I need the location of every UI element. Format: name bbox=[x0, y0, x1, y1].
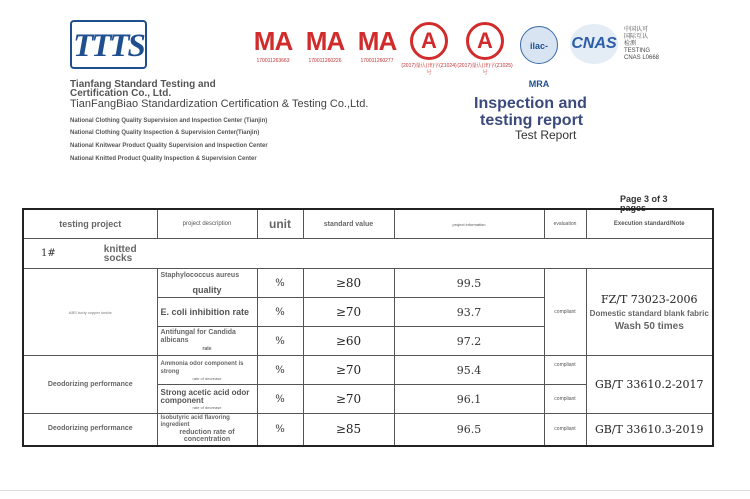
section-name: knitted socks bbox=[103, 243, 137, 264]
item-cell bbox=[157, 356, 257, 385]
cal-mark: A bbox=[410, 22, 448, 60]
unit-cell: % bbox=[257, 269, 303, 298]
page-indicator: Page 3 of 3 pages bbox=[620, 194, 668, 213]
table-row bbox=[23, 269, 713, 298]
ilac-mra-logo: ilac-MRA bbox=[520, 26, 558, 64]
note-cell: GB/T 33610.3-2019 bbox=[586, 414, 713, 446]
item-name: Ammonia odor component is strong bbox=[160, 360, 244, 375]
section-row bbox=[23, 239, 713, 269]
company-name-pinyin: TianFangBiao Standardization Certification & Testing Co.,Ltd. bbox=[70, 98, 369, 110]
group-project: ABS body copper ionide bbox=[23, 269, 157, 356]
evaluation-cell: compliant bbox=[544, 269, 586, 356]
evaluation-cell: compliant bbox=[544, 414, 586, 446]
center-line: National Clothing Quality Inspection & Supervision Center(Tianjin) bbox=[70, 130, 260, 136]
report-title-line2: testing report bbox=[480, 112, 584, 129]
item-name: Strong acetic acid odor component bbox=[160, 387, 250, 405]
item-cell bbox=[157, 414, 257, 446]
header-evaluation: evaluation bbox=[544, 209, 586, 239]
standard-cell: ≥70 bbox=[303, 385, 394, 414]
section-number: 1# bbox=[41, 248, 56, 260]
evaluation-cell: compliant bbox=[544, 356, 586, 385]
table-header-row bbox=[23, 209, 713, 239]
result-cell: 95.4 bbox=[394, 356, 544, 385]
standard-cell: ≥80 bbox=[303, 269, 394, 298]
standard-cell: ≥85 bbox=[303, 414, 394, 446]
page-divider bbox=[0, 490, 750, 491]
header-execution-standard: Execution standard/Note bbox=[586, 209, 713, 239]
item-sub: quality bbox=[192, 284, 222, 295]
cma-number: 170011260277 bbox=[360, 58, 394, 64]
group-project: Deodorizing performance bbox=[23, 356, 157, 414]
note-wash: Wash 50 times bbox=[614, 321, 684, 332]
cal-caption: (2017)量认(津)字(Z1024)号 bbox=[401, 63, 457, 76]
cma-mark: MA bbox=[305, 26, 345, 56]
standard-cell: ≥70 bbox=[303, 356, 394, 385]
cma-number: 170011260226 bbox=[308, 58, 342, 64]
result-cell: 96.1 bbox=[394, 385, 544, 414]
unit-cell: % bbox=[257, 356, 303, 385]
note-code: FZ/T 73023-2006 bbox=[600, 293, 698, 306]
company-logo: TTTS bbox=[70, 20, 147, 69]
cma-mark: MA bbox=[357, 26, 397, 56]
unit-cell: % bbox=[257, 298, 303, 327]
center-line: National Knitted Product Quality Inspection & Supervision Center bbox=[70, 156, 257, 162]
cma-number: 170011263663 bbox=[256, 58, 290, 64]
item-cell bbox=[157, 327, 257, 356]
report-title: Inspection and bbox=[474, 95, 587, 112]
center-line: National Knitwear Product Quality Supervision and Inspection Center bbox=[70, 143, 268, 149]
header-project-information: project information bbox=[394, 209, 544, 239]
table-row bbox=[23, 356, 713, 385]
header-project-description: project description bbox=[157, 209, 257, 239]
item-name: Staphylococcus aureus bbox=[160, 271, 240, 279]
result-cell: 99.5 bbox=[394, 269, 544, 298]
item-sub: rate of decrease bbox=[192, 404, 222, 410]
cal-mark: A bbox=[466, 22, 504, 60]
group-project: Deodorizing performance bbox=[23, 414, 157, 446]
results-table bbox=[22, 208, 714, 447]
cnas-side-text: 中国认可 国际互认 检测 TESTING CNAS L0668 bbox=[624, 27, 660, 61]
result-cell: 93.7 bbox=[394, 298, 544, 327]
center-line: National Clothing Quality Supervision and Inspection Center (Tianjin) bbox=[70, 118, 268, 124]
cal-caption: (2017)量认(津)字(Z1025)号 bbox=[457, 63, 513, 76]
unit-cell: % bbox=[257, 385, 303, 414]
item-name: Antifungal for Candida albicans bbox=[160, 329, 236, 344]
header-unit: unit bbox=[257, 209, 303, 239]
item-cell bbox=[157, 385, 257, 414]
item-sub: reduction rate of concentration bbox=[179, 429, 235, 444]
result-cell: 97.2 bbox=[394, 327, 544, 356]
table-row bbox=[23, 414, 713, 446]
unit-cell: % bbox=[257, 327, 303, 356]
item-sub: rate bbox=[202, 346, 212, 352]
cnas-logo: CNAS bbox=[570, 24, 618, 64]
item-name: Isobutyric acid flavoring ingredient bbox=[160, 415, 230, 429]
company-name-en: Tianfang Standard Testing and Certification Co., Ltd. bbox=[70, 79, 216, 99]
header-testing-project: testing project bbox=[23, 209, 157, 239]
standard-cell: ≥70 bbox=[303, 298, 394, 327]
item-sub: rate of decrease bbox=[192, 375, 222, 381]
item-name: E. coli inhibition rate bbox=[160, 306, 250, 317]
cma-mark: MA bbox=[253, 26, 293, 56]
note-cell: GB/T 33610.2-2017 bbox=[586, 356, 713, 414]
header-standard-value: standard value bbox=[303, 209, 394, 239]
unit-cell: % bbox=[257, 414, 303, 446]
item-cell bbox=[157, 269, 257, 298]
item-cell bbox=[157, 298, 257, 327]
section-cell bbox=[23, 239, 713, 269]
standard-cell: ≥60 bbox=[303, 327, 394, 356]
evaluation-cell: compliant bbox=[544, 385, 586, 414]
note-text: Domestic standard blank fabric bbox=[589, 309, 709, 318]
result-cell: 96.5 bbox=[394, 414, 544, 446]
report-subtitle: Test Report bbox=[515, 128, 577, 142]
note-cell bbox=[586, 269, 713, 356]
